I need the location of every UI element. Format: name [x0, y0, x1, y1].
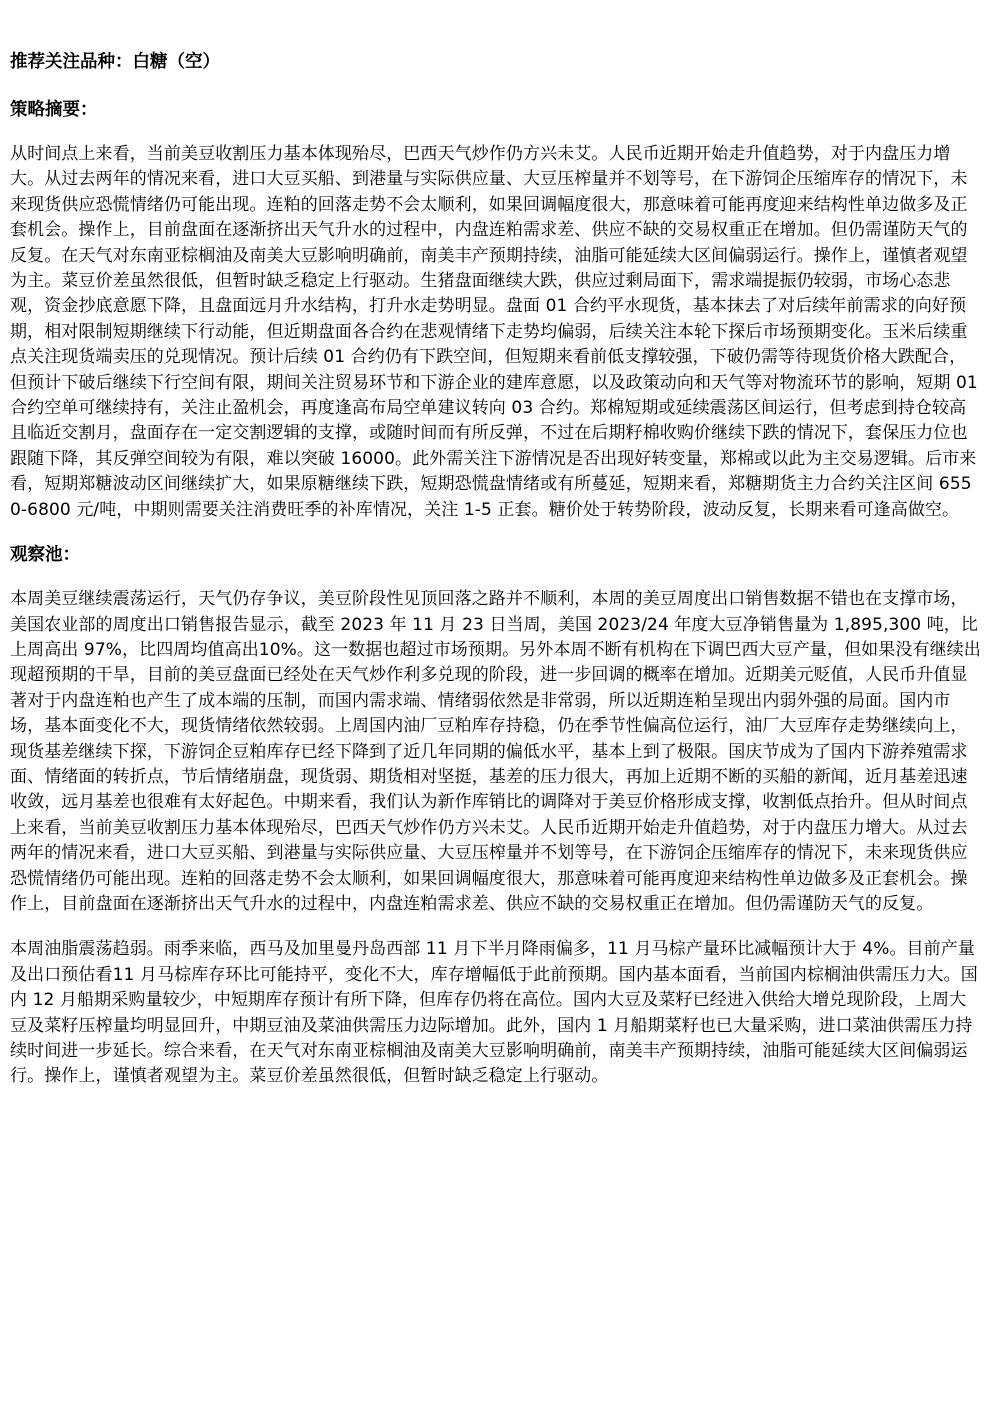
recommended-variety-heading: 推荐关注品种：白糖（空） [10, 52, 220, 72]
watchlist-paragraph-soybean-meal: 本周美豆继续震荡运行，天气仍存争议，美豆阶段性见顶回落之路并不顺利，本周的美豆周度出口销售数据不错也在支撑市场，美国农业部的周度出口销售报告显示，截至 2023 年 11 月 23 日当周，美国 2023/24 年度大豆净销售量为 1,895,300 吨，比上周高出 97%，比四周均值高出10%。这一数据也超过市场预期。另外本周不断有机构在下调巴西大豆产量，但如果没有继续出现超预期的干旱，目前的美豆盘面已经处在天气炒作利多兑现的阶段，进一步回调的概率在增加。近期美元贬值，人民币升值显著对于内盘连粕也产生了成本端的压制，而国内需求端、情绪弱依然是非常弱，所以近期连粕呈现出内弱外强的局面。国内市场，基本面变化不大，现货情绪依然较弱。上周国内油厂豆粕库存持稳，仍在季节性偏高位运行，油厂大豆库存走势继续向上，现货基差继续下探，下游饲企豆粕库存已经下降到了近几年同期的偏低水平，基本上到了极限。国庆节成为了国内下游养殖需求面、情绪面的转折点，节后情绪崩盘，现货弱、期货相对坚挺，基差的压力很大，再加上近期不断的买船的新闻，近月基差迅速收敛，远月基差也很难有太好起色。中期来看，我们认为新作库销比的调降对于美豆价格形成支撑，收割低点抬升。但从时间点上来看，当前美豆收割压力基本体现殆尽，巴西天气炒作仍方兴未艾。人民币近期开始走升值趋势，对于内盘压力增大。从过去两年的情况来看，进口大豆买船、到港量与实际供应量、大豆压榨量并不划等号，在下游饲企压缩库存的情况下，未来现货供应恐慌情绪仍可能出现。连粕的回落走势不会太顺利，如果回调幅度很大，那意味着可能再度迎来结构性单边做多及正套机会。操作上，目前盘面在逐渐挤出天气升水的过程中，内盘连粕需求差、供应不缺的交易权重正在增加。但仍需谨防天气的反复。 [10, 589, 981, 914]
watchlist-body [10, 587, 982, 1090]
watchlist-heading: 观察池： [10, 545, 80, 566]
watchlist-paragraph-oils: 本周油脂震荡趋弱。雨季来临，西马及加里曼丹岛西部 11 月下半月降雨偏多，11 月马棕产量环比减幅预计大于 4%。目前产量及出口预估看11 月马棕库存环比可能持平，变化不大，库存增幅低于此前预期。国内基本面看，当前国内棕榈油供需压力大。国内 12 月船期采购量较少，中短期库存预计有所下降，但库存仍将在高位。国内大豆及菜籽已经进入供给大增兑现阶段，上周大豆及菜籽压榨量均明显回升，中期豆油及菜油供需压力边际增加。此外，国内 1 月船期菜籽也已大量采购，进口菜油供需压力持续时间进一步延长。综合来看，在天气对东南亚棕榈油及南美大豆影响明确前，南美丰产预期持续，油脂可能延续大区间偏弱运行。操作上，谨慎者观望为主。菜豆价差虽然很低，但暂时缺乏稳定上行驱动。 [10, 939, 978, 1087]
strategy-summary-paragraph: 从时间点上来看，当前美豆收割压力基本体现殆尽，巴西天气炒作仍方兴未艾。人民币近期开始走升值趋势，对于内盘压力增大。从过去两年的情况来看，进口大豆买船、到港量与实际供应量、大豆压榨量并不划等号，在下游饲企压缩库存的情况下，未来现货供应恐慌情绪仍可能出现。连粕的回落走势不会太顺利，如果回调幅度很大，那意味着可能再度迎来结构性单边做多及正套机会。操作上，目前盘面在逐渐挤出天气升水的过程中，内盘连粕需求差、供应不缺的交易权重正在增加。但仍需谨防天气的反复。在天气对东南亚棕榈油及南美大豆影响明确前，南美丰产预期持续，油脂可能延续大区间偏弱运行。操作上，谨慎者观望为主。菜豆价差虽然很低，但暂时缺乏稳定上行驱动。生猪盘面继续大跌，供应过剩局面下，需求端提振仍较弱，市场心态悲观，资金抄底意愿下降，且盘面远月升水结构，打升水走势明显。盘面 01 合约平水现货，基本抹去了对后续年前需求的向好预期，相对限制短期继续下行动能，但近期盘面各合约在悲观情绪下走势均偏弱，后续关注本轮下探后市场预期变化。玉米后续重点关注现货端卖压的兑现情况。预计后续 01 合约仍有下跌空间，但短期来看前低支撑较强，下破仍需等待现货价格大跌配合，但预计下破后继续下行空间有限，期间关注贸易环节和下游企业的建库意愿，以及政策动向和天气等对物流环节的影响，短期 01 合约空单可继续持有，关注止盈机会，再度逢高布局空单建议转向 03 合约。郑棉短期或延续震荡区间运行，但考虑到持仓较高且临近交割月，盘面存在一定交割逻辑的支撑，或随时间而有所反弹，不过在后期籽棉收购价继续下跌的情况下，套保压力位也跟随下降，其反弹空间较为有限，难以突破 16000。此外需关注下游情况是否出现好转变量，郑棉或以此为主交易逻辑。后市来看，短期郑糖波动区间继续扩大，如果原糖继续下跌，短期恐慌盘情绪或有所蔓延，短期来看，郑糖期货主力合约关注区间 6550-6800 元/吨，中期则需要关注消费旺季的补库情况，关注 1-5 正套。糖价处于转势阶段，波动反复，长期来看可逢高做空。 [10, 144, 978, 520]
strategy-summary-heading: 策略摘要： [10, 100, 98, 120]
document-page [10, 48, 982, 1090]
